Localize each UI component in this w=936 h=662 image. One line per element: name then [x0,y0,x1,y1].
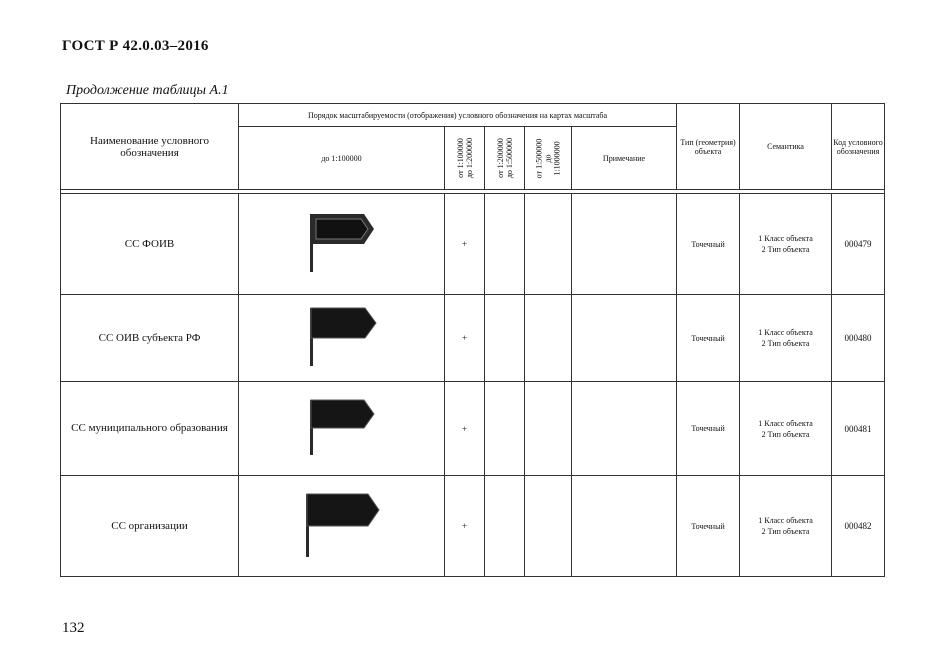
scale-cell-empty [525,194,572,295]
scale-cell-empty [525,476,572,577]
note-cell [572,382,677,476]
header-scale-1: от 1:100000 до 1:200000 [445,127,485,190]
row-code: 000479 [832,194,885,295]
flag-symbol-filled [239,476,445,576]
scale-cell-empty [525,382,572,476]
row-semantics: 1 Класс объекта 2 Тип объекта [740,295,832,382]
header-scale-2: от 1:200000 до 1:500000 [485,127,525,190]
row-geometry: Точечный [677,382,740,476]
row-geometry: Точечный [677,476,740,577]
note-cell [572,194,677,295]
page-number: 132 [62,620,85,636]
table-caption: Продолжение таблицы А.1 [66,83,229,98]
header-note: Примечание [572,127,677,190]
table-row [61,382,885,476]
row-symbol [239,382,445,476]
document-header: ГОСТ Р 42.0.03–2016 [62,38,209,54]
table-row [61,476,885,577]
scale-cell-empty [525,295,572,382]
flag-symbol-outline [239,194,445,294]
scale-mark: + [445,295,485,382]
flag-symbol-filled [239,295,445,381]
row-geometry: Точечный [677,194,740,295]
header-semantics: Семантика [740,104,832,190]
row-semantics: 1 Класс объекта 2 Тип объекта [740,476,832,577]
scale-mark: + [445,194,485,295]
row-code: 000480 [832,295,885,382]
row-name: СС ФОИВ [61,194,239,295]
scale-cell-empty [485,382,525,476]
header-name: Наименование условного обозначения [61,104,239,190]
header-scale-3: от 1:500000 до 1:1000000 [525,127,572,190]
row-semantics: 1 Класс объекта 2 Тип объекта [740,194,832,295]
row-symbol [239,295,445,382]
header-scale-group: Порядок масштабируемости (отображения) условного обозначения на картах масштаба [239,104,677,127]
row-symbol [239,194,445,295]
row-code: 000482 [832,476,885,577]
header-code: Код условного обозначения [832,104,885,190]
note-cell [572,476,677,577]
row-symbol [239,476,445,577]
row-semantics: 1 Класс объекта 2 Тип объекта [740,382,832,476]
table-row [61,295,885,382]
scale-mark: + [445,382,485,476]
note-cell [572,295,677,382]
row-code: 000481 [832,382,885,476]
scale-cell-empty [485,194,525,295]
flag-symbol-filled [239,382,445,475]
row-geometry: Точечный [677,295,740,382]
row-name: СС муниципального образования [61,382,239,476]
scale-cell-empty [485,295,525,382]
symbols-table [60,103,885,577]
scale-cell-empty [485,476,525,577]
row-name: СС организации [61,476,239,577]
header-scale-main: до 1:100000 [239,127,445,190]
row-name: СС ОИВ субъекта РФ [61,295,239,382]
scale-mark: + [445,476,485,577]
header-geometry: Тип (геометрия) объекта [677,104,740,190]
table-row [61,194,885,295]
